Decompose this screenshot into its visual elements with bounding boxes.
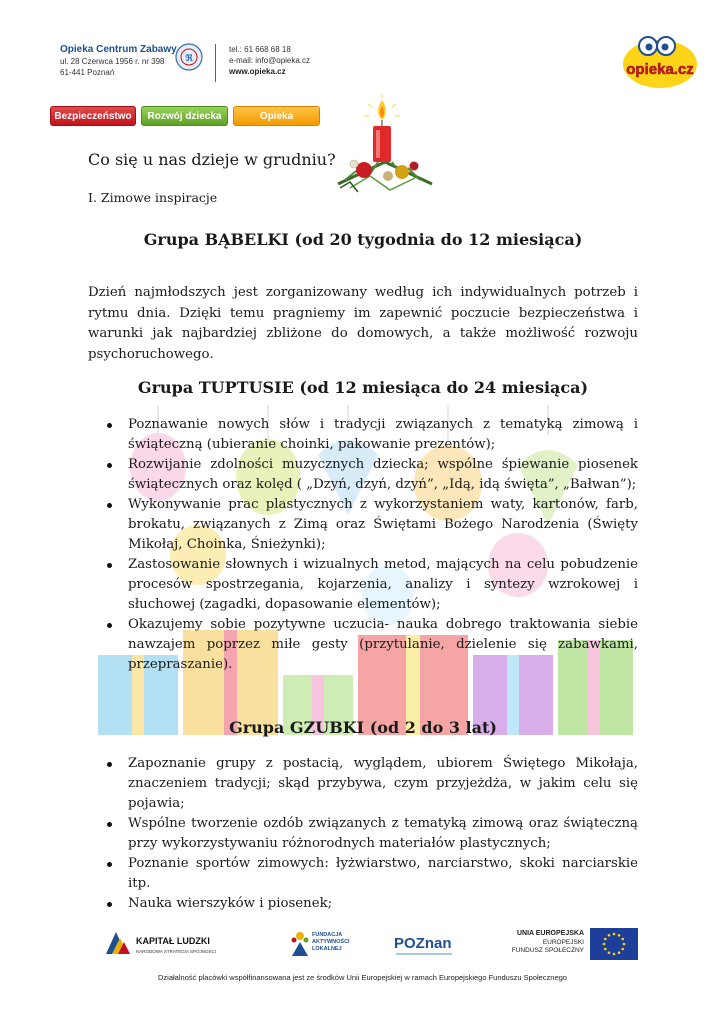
eu-title: UNIA EUROPEJSKA: [516, 930, 584, 937]
group-heading-gzubki: Grupa GZUBKI (od 2 do 3 lat): [229, 718, 497, 737]
bullet-icon: [107, 563, 112, 568]
list-item: [106, 495, 638, 555]
list-item-text: Okazujemy sobie pozytywne uczucia- nauka dobrego traktowania siebie nawzajem poprzez miłe gesty (przytulanie, dzielenie się zabawkami, przepraszanie).: [128, 617, 638, 672]
bullet-icon: [107, 623, 112, 628]
list-item: [106, 894, 638, 914]
bullet-icon: [107, 902, 112, 907]
bullet-icon: [107, 822, 112, 827]
org-name: Opieka Centrum Zabawy: [60, 44, 177, 55]
address-line-1: ul. 28 Czerwca 1956 r. nr 398: [60, 57, 165, 66]
svg-text:NARODOWA STRATEGIA SPÓJNOŚCI: NARODOWA STRATEGIA SPÓJNOŚCI: [136, 949, 217, 954]
group-babelki-paragraph: Dzień najmłodszych jest zorganizowany według ich indywidualnych potrzeb i rytmu dnia. Dzięki temu pragniemy im zapewnić poczucie bezpieczeństwa i warunki jak najbardziej zbliżone do domowych, a także możliwość rozwoju psychoruchowego.: [88, 285, 638, 362]
svg-text:opieka.cz: opieka.cz: [626, 61, 694, 78]
list-item: [106, 555, 638, 615]
cofinancing-note: Działalność placówki współfinansowana jest ze środków Unii Europejskiej w ramach Europejskiego Funduszu Społecznego: [158, 973, 567, 982]
bullet-icon: [107, 463, 112, 468]
list-item: [106, 455, 638, 495]
group-heading-babelki: Grupa BĄBELKI (od 20 tygodnia do 12 miesiąca): [143, 230, 583, 249]
email-link[interactable]: e-mail: info@opieka.cz: [229, 56, 311, 65]
fundacja-aktywnosci-lokalnej-logo: FUNDACJA AKTYWNOŚCI LOKALNEJ: [288, 926, 358, 962]
poznan-logo: [392, 926, 464, 962]
eu-fund-text: [488, 930, 584, 956]
list-item-text: Nauka wierszyków i piosenek;: [128, 896, 333, 911]
nav-opieka-button[interactable]: Opieka: [233, 106, 320, 126]
list-item: [106, 854, 638, 894]
list-item-text: Wspólne tworzenie ozdób związanych z tematyką zimową oraz świąteczną przy wykorzystywaniu różnorodnych materiałów plastycznych;: [128, 816, 638, 851]
nav-rozwoj-dziecka-button[interactable]: Rozwój dziecka: [141, 106, 228, 126]
phone-text: tel.: 61 668 68 18: [229, 45, 291, 54]
svg-text:ℜ: ℜ: [185, 53, 193, 63]
section-subtitle: I. Zimowe inspiracje: [88, 190, 218, 205]
org-emblem-icon: [174, 42, 204, 72]
list-item-text: Poznawanie nowych słów i tradycji związanych z tematyką zimową i świąteczną (ubieranie choinki, pakowanie prezentów);: [128, 417, 638, 452]
group-heading-tuptusie: Grupa TUPTUSIE (od 12 miesiąca do 24 miesiąca): [137, 378, 589, 397]
christmas-candle-decoration-image: [330, 92, 440, 202]
address-line-2: 61-441 Poznań: [60, 68, 115, 77]
gzubki-activity-list: [106, 754, 638, 914]
eu-line-3: FUNDUSZ SPOŁECZNY: [511, 947, 584, 954]
list-item: [106, 615, 638, 675]
svg-text:POZnan: POZnan: [394, 935, 452, 952]
list-item: [106, 754, 638, 814]
svg-text:KAPITAŁ LUDZKI: KAPITAŁ LUDZKI: [136, 936, 210, 946]
list-item: [106, 814, 638, 854]
eu-flag-icon: [590, 928, 638, 960]
bullet-icon: [107, 423, 112, 428]
contact-info: [229, 44, 310, 77]
bullet-icon: [107, 862, 112, 867]
website-link[interactable]: www.opieka.cz: [229, 67, 286, 76]
bullet-icon: [107, 503, 112, 508]
opieka-logo[interactable]: [620, 28, 698, 92]
kapital-ludzki-logo: [102, 926, 222, 962]
list-item-text: Wykonywanie prac plastycznych z wykorzystaniem waty, kartonów, farb, brokatu, związanych z Zimą oraz Świętami Bożego Narodzenia (Święty Mikołaj, Choinka, Śnieżynki);: [128, 497, 638, 552]
list-item-text: Zastosowanie słownych i wizualnych metod, mających na celu pobudzenie procesów spostrzegania, kojarzenia, analizy i syntezy wzrokowej i słuchowej (zagadki, dopasowanie elementów);: [128, 557, 638, 612]
list-item-text: Rozwijanie zdolności muzycznych dziecka; wspólne śpiewanie piosenek świątecznych oraz kolęd ( „Dzyń, dzyń, dzyń”, „Idą, idą święta”, „Bałwan”);: [128, 457, 638, 492]
page-title: Co się u nas dzieje w grudniu?: [88, 150, 336, 169]
header-divider: [215, 44, 216, 82]
tuptusie-activity-list: [106, 415, 638, 675]
list-item-text: Zapoznanie grupy z postacią, wyglądem, ubiorem Świętego Mikołaja, znaczeniem tradycji; skąd przybywa, czym przyjeżdża, w jakim celu się pojawia;: [128, 756, 638, 811]
nav-bezpieczenstwo-button[interactable]: Bezpieczeństwo: [50, 106, 136, 126]
bullet-icon: [107, 762, 112, 767]
list-item: [106, 415, 638, 455]
eu-line-2: EUROPEJSKI: [542, 938, 584, 946]
list-item-text: Poznanie sportów zimowych: łyżwiarstwo, narciarstwo, skoki narciarskie itp.: [128, 856, 638, 891]
